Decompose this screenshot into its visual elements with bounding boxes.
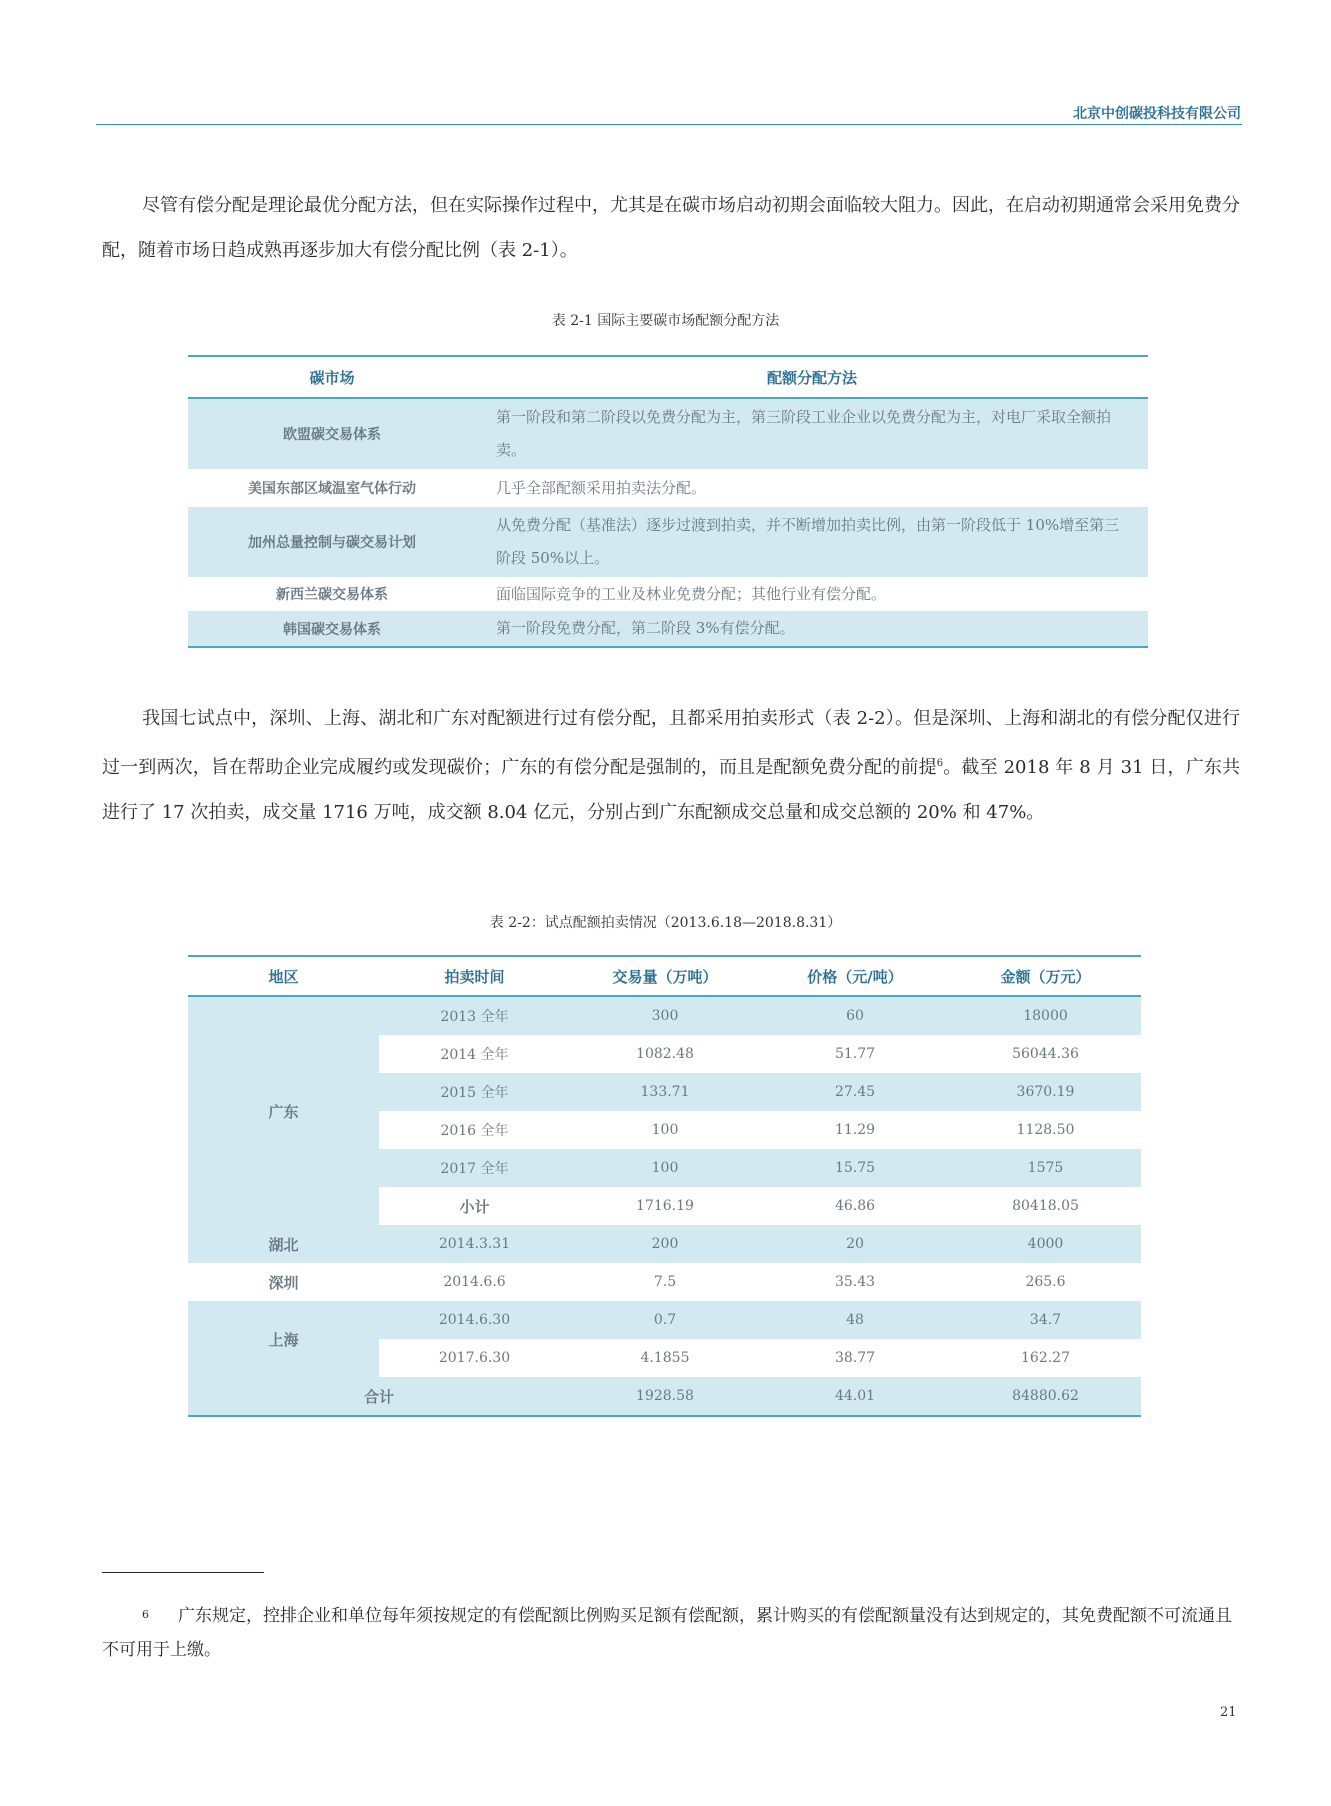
region-shenzhen: 深圳 — [268, 1273, 299, 1292]
volume-cell: 1716.19 — [636, 1198, 694, 1214]
paragraph-1-text: 尽管有偿分配是理论最优分配方法，但在实际操作过程中，尤其是在碳市场启动初期会面临较大阻力。因此，在启动初期通常会采用免费分配，随着市场日趋成熟再逐步加大有偿分配比例（表 2-1）。 — [102, 195, 1240, 261]
volume-cell: 4.1855 — [640, 1350, 690, 1366]
table-row — [188, 1225, 1141, 1263]
table-row — [188, 1301, 1141, 1339]
market-cell: 新西兰碳交易体系 — [276, 587, 388, 603]
volume-cell: 1082.48 — [636, 1046, 694, 1062]
footnote-ref: 6 — [936, 758, 944, 769]
price-cell: 46.86 — [834, 1198, 876, 1214]
market-cell: 韩国碳交易体系 — [188, 611, 476, 647]
auction-table — [188, 955, 1141, 1417]
market-cell: 加州总量控制与碳交易计划 — [188, 507, 476, 577]
page-number: 21 — [1220, 1705, 1237, 1720]
total-label: 合计 — [188, 1377, 570, 1416]
price-cell: 38.77 — [834, 1350, 876, 1366]
header-price: 价格（元/吨） — [760, 956, 950, 996]
paragraph-2 — [102, 696, 1240, 835]
header-time: 拍卖时间 — [379, 956, 570, 996]
paragraph-2-text-b: 。截至 2018 年 8 月 31 日，广东共进行了 17 次拍卖，成交量 1716 万吨，成交额 8.04 亿元，分别占到广东配额成交总量和成交总额的 20% 和 47%。 — [102, 757, 1240, 823]
company-name: 北京中创碳投科技有限公司 — [1073, 106, 1241, 122]
region-guangdong: 广东 — [188, 996, 379, 1225]
price-cell: 20 — [760, 1225, 950, 1263]
footnote-divider — [102, 1572, 264, 1573]
paragraph-2-text-a: 我国七试点中，深圳、上海、湖北和广东对配额进行过有偿分配，且都采用拍卖形式（表 2-2）。但是深圳、上海和湖北的有偿分配仅进行过一到两次，旨在帮助企业完成履约或发现碳价；广东的有偿分配是强制的，而且是配额免费分配的前提 — [102, 708, 1240, 778]
amount-cell: 3670.19 — [950, 1073, 1141, 1111]
amount-cell: 80418.05 — [1012, 1198, 1079, 1214]
method-cell: 第一阶段和第二阶段以免费分配为主，第三阶段工业企业以免费分配为主，对电厂采取全额拍卖。 — [476, 398, 1148, 469]
price-cell: 15.75 — [760, 1149, 950, 1187]
time-cell: 2014.6.6 — [443, 1274, 506, 1290]
allocation-methods-table — [188, 355, 1148, 648]
volume-cell: 1928.58 — [570, 1377, 760, 1416]
table-row — [188, 507, 1148, 577]
table-1-caption: 表 2-1 国际主要碳市场配额分配方法 — [551, 313, 780, 329]
volume-cell: 133.71 — [570, 1073, 760, 1111]
table-row — [188, 1263, 1141, 1301]
amount-cell: 56044.36 — [1012, 1046, 1079, 1062]
price-cell: 60 — [760, 996, 950, 1035]
region-hubei: 湖北 — [188, 1225, 379, 1263]
region-shanghai: 上海 — [188, 1301, 379, 1377]
price-cell: 11.29 — [834, 1122, 876, 1138]
time-cell: 2017 全年 — [379, 1149, 570, 1187]
price-cell: 44.01 — [760, 1377, 950, 1416]
volume-cell: 7.5 — [653, 1274, 677, 1290]
market-cell: 欧盟碳交易体系 — [188, 398, 476, 469]
header-amount: 金额（万元） — [950, 956, 1141, 996]
amount-cell: 4000 — [950, 1225, 1141, 1263]
price-cell: 48 — [760, 1301, 950, 1339]
header-divider — [96, 124, 1242, 125]
volume-cell: 100 — [570, 1149, 760, 1187]
volume-cell: 0.7 — [570, 1301, 760, 1339]
amount-cell: 1128.50 — [1016, 1122, 1075, 1138]
table-row — [188, 577, 1148, 611]
paragraph-1 — [102, 183, 1240, 273]
time-cell: 2013 全年 — [379, 996, 570, 1035]
method-cell: 从免费分配（基准法）逐步过渡到拍卖，并不断增加拍卖比例，由第一阶段低于 10%增至第三阶段 50%以上。 — [476, 507, 1148, 577]
amount-cell: 84880.62 — [950, 1377, 1141, 1416]
table-header-row — [188, 956, 1141, 996]
market-cell: 美国东部区域温室气体行动 — [248, 481, 416, 497]
header-method: 配额分配方法 — [476, 356, 1148, 398]
price-cell: 35.43 — [834, 1274, 876, 1290]
table-row — [188, 996, 1141, 1035]
table-2-caption: 表 2-2：试点配额拍卖情况（2013.6.18—2018.8.31） — [489, 915, 842, 931]
time-cell: 2016 全年 — [440, 1123, 509, 1139]
table-row — [188, 469, 1148, 507]
footnote-text: 广东规定，控排企业和单位每年须按规定的有偿配额比例购买足额有偿配额，累计购买的有偿配额量没有达到规定的，其免费配额不可流通且不可用于上缴。 — [102, 1606, 1232, 1660]
amount-cell: 34.7 — [950, 1301, 1141, 1339]
time-cell: 2014.3.31 — [379, 1225, 570, 1263]
time-cell: 2015 全年 — [379, 1073, 570, 1111]
header-market: 碳市场 — [188, 356, 476, 398]
method-cell: 第一阶段免费分配，第二阶段 3%有偿分配。 — [476, 611, 1148, 647]
method-cell: 面临国际竞争的工业及林业免费分配；其他行业有偿分配。 — [496, 584, 887, 603]
amount-cell: 162.27 — [1021, 1350, 1070, 1366]
volume-cell: 300 — [570, 996, 760, 1035]
time-cell: 2014 全年 — [440, 1047, 509, 1063]
volume-cell: 200 — [570, 1225, 760, 1263]
time-cell: 2014.6.30 — [379, 1301, 570, 1339]
header-region: 地区 — [188, 956, 379, 996]
amount-cell: 265.6 — [1025, 1274, 1066, 1290]
method-cell: 几乎全部配额采用拍卖法分配。 — [496, 478, 707, 497]
time-cell: 2017.6.30 — [438, 1350, 511, 1366]
header-volume: 交易量（万吨） — [570, 956, 760, 996]
table-row — [188, 398, 1148, 469]
price-cell: 51.77 — [834, 1046, 876, 1062]
table-header-row — [188, 356, 1148, 398]
subtotal-label: 小计 — [459, 1197, 490, 1216]
footnote-number: 6 — [142, 1608, 149, 1621]
amount-cell: 1575 — [950, 1149, 1141, 1187]
price-cell: 27.45 — [760, 1073, 950, 1111]
volume-cell: 100 — [651, 1122, 679, 1138]
footnote — [102, 1598, 1240, 1667]
total-row — [188, 1377, 1141, 1416]
table-row — [188, 611, 1148, 647]
amount-cell: 18000 — [950, 996, 1141, 1035]
